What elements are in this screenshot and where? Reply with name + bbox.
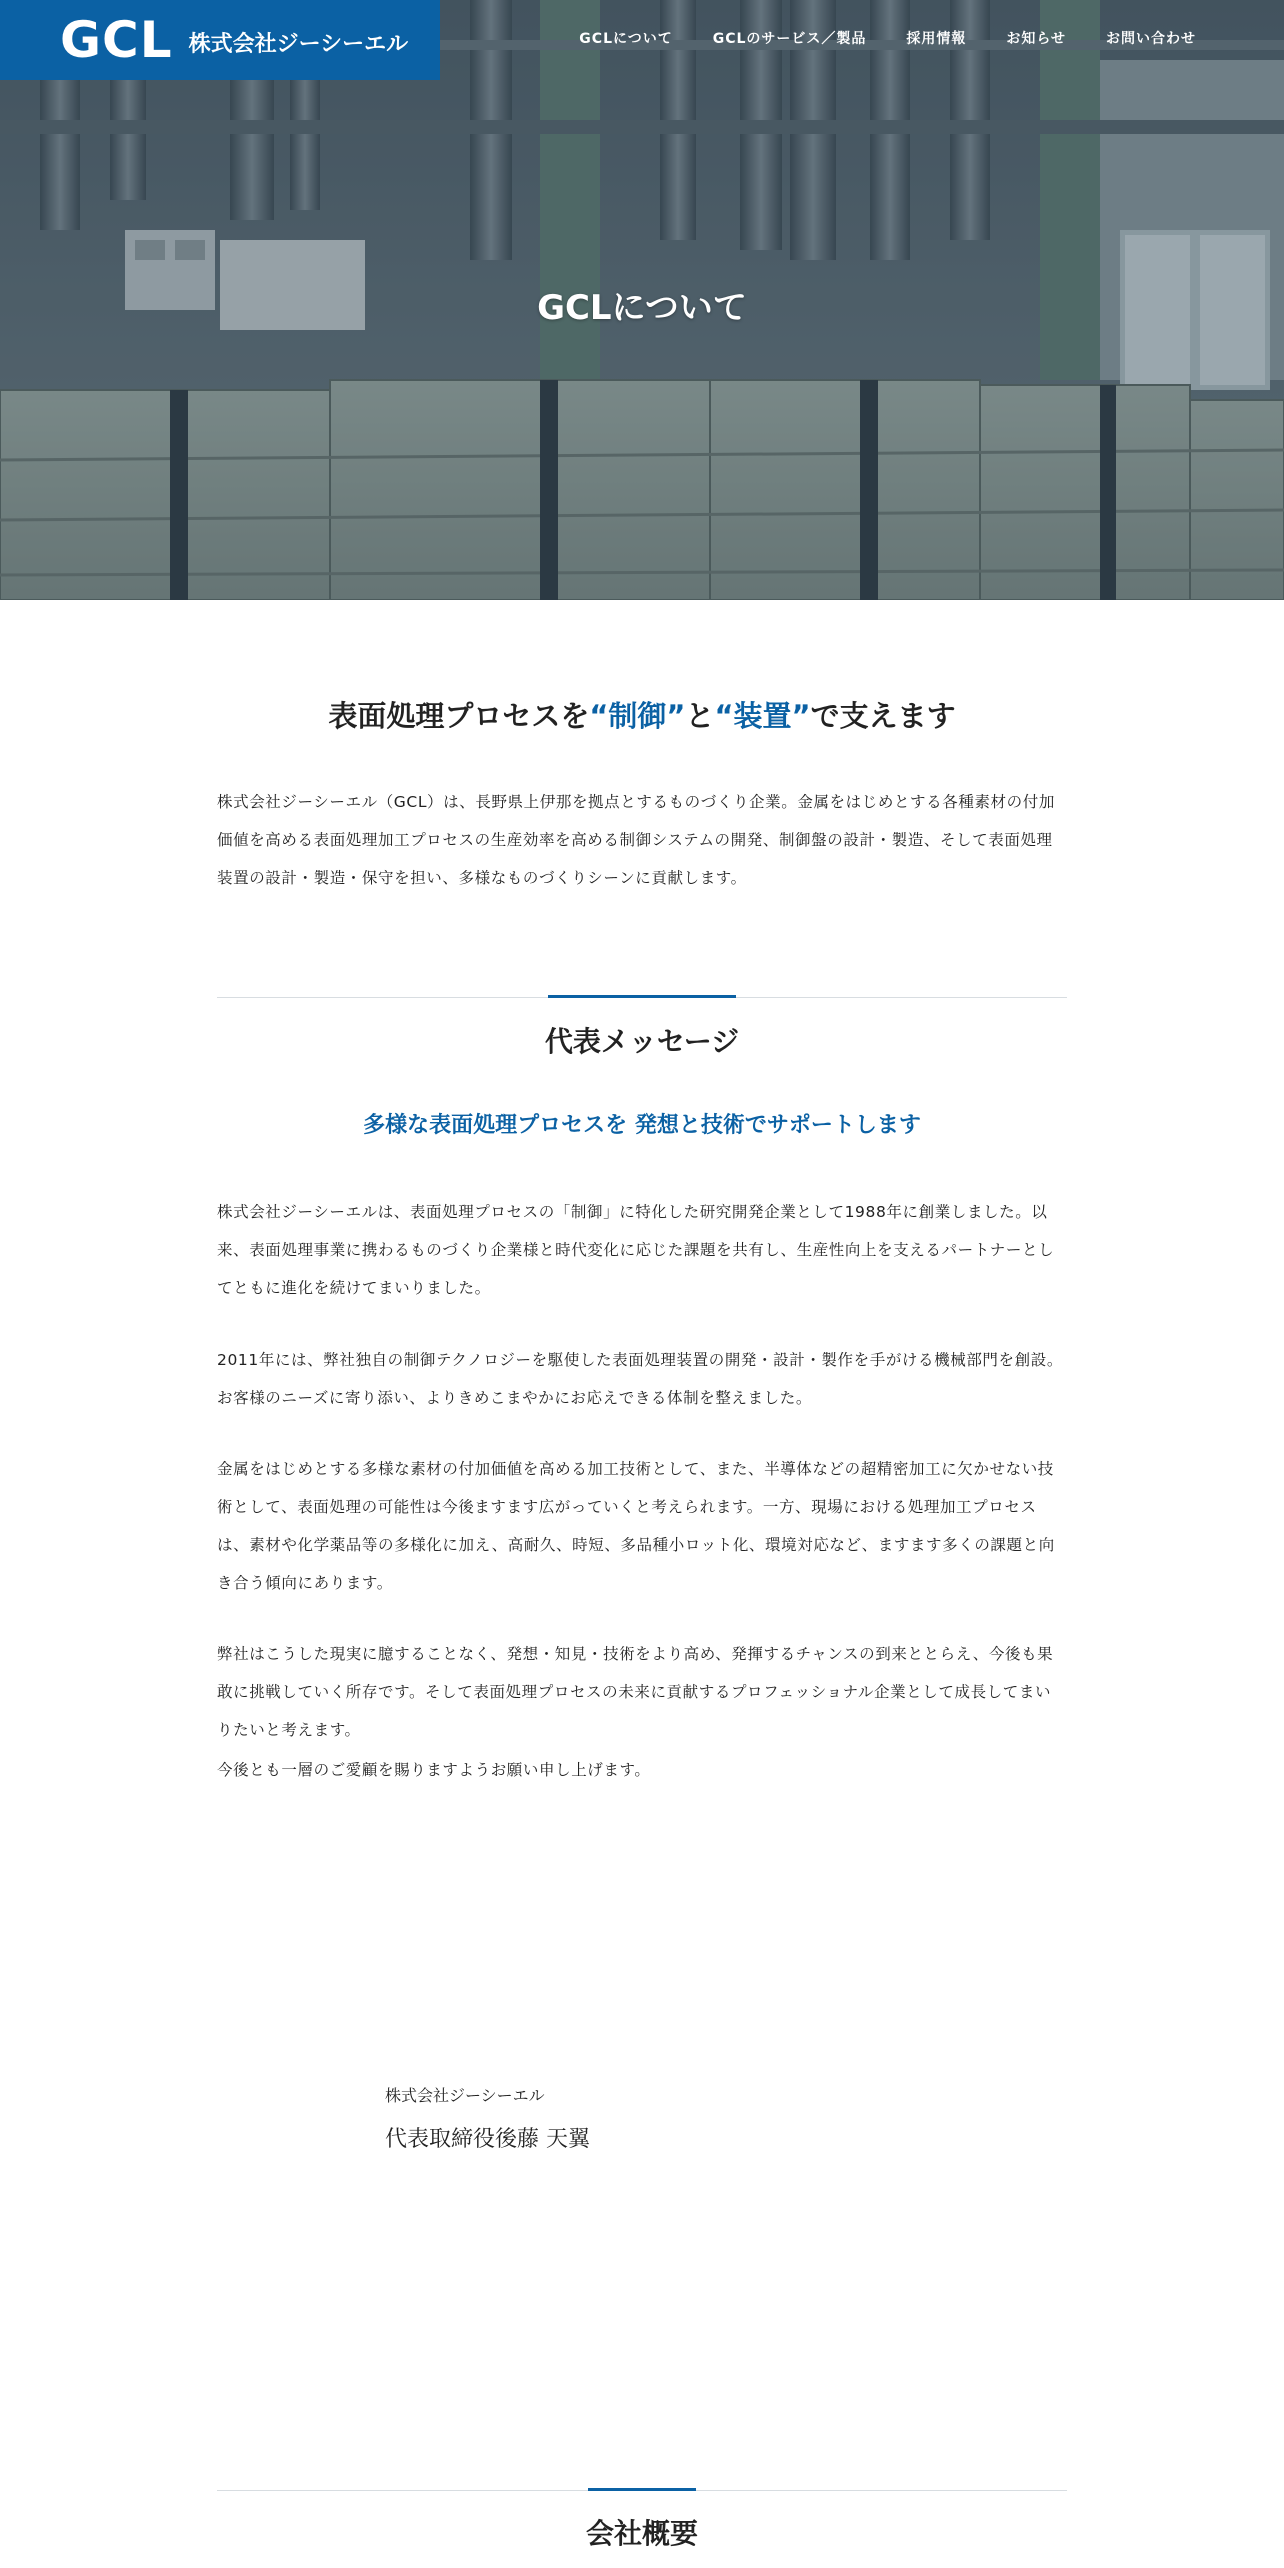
nav-recruit[interactable]: 採用情報 — [906, 31, 967, 47]
nav-news[interactable]: お知らせ — [1006, 31, 1066, 47]
message-section-title: 代表メッセージ — [544, 1025, 740, 1058]
signature-company: 株式会社ジーシーエル — [385, 2086, 545, 2105]
section-accent-bar — [588, 2488, 696, 2491]
message-paragraph: 弊社はこうした現実に臆することなく、発想・知見・技術をより高め、発揮するチャンスの到来ととらえ、今後も果敢に挑戦していく所存です。そして表面処理プロセスの未来に貢献するプロフェッショナル企業として成長してまいりたいと考えます。 — [217, 1645, 1054, 1739]
nav-contact[interactable]: お問い合わせ — [1106, 31, 1196, 47]
message-paragraph: 2011年には、弊社独自の制御テクノロジーを駆使した表面処理装置の開発・設計・製作を手がける機械部門を創設。お客様のニーズに寄り添い、よりきめこまやかにお応えできる体制を整えました。 — [217, 1351, 1063, 1407]
nav-about[interactable]: GCLについて — [579, 31, 673, 47]
message-paragraph: 株式会社ジーシーエルは、表面処理プロセスの「制御」に特化した研究開発企業として1988年に創業しました。以来、表面処理事業に携わるものづくり企業様と時代変化に応じた課題を共有し、生産性向上を支えるパートナーとしてともに進化を続けてまいりました。 — [217, 1203, 1055, 1297]
message-subtitle: 多様な表面処理プロセスを 発想と技術でサポートします — [363, 1113, 921, 1138]
headline-mid: と — [685, 699, 715, 733]
intro-headline — [0, 694, 1284, 735]
logo-mark: GCL — [60, 11, 173, 69]
hero-banner — [0, 0, 1284, 600]
hero-title: GCLについて — [537, 288, 747, 328]
intro-text: 株式会社ジーシーエル（GCL）は、長野県上伊那を拠点とするものづくり企業。金属をはじめとする各種素材の付加価値を高める表面処理加工プロセスの生産効率を高める制御システムの開発、制御盤の設計・製造、そして表面処理装置の設計・製造・保守を担い、多様なものづくりシーンに貢献します。 — [217, 793, 1055, 887]
headline-prefix: 表面処理プロセスを — [328, 699, 590, 733]
headline-suffix: で支えます — [810, 699, 956, 733]
section-accent-bar — [548, 995, 736, 998]
logo[interactable] — [0, 0, 440, 80]
message-paragraph: 金属をはじめとする多様な素材の付加価値を高める加工技術として、また、半導体などの超精密加工に欠かせない技術として、表面処理の可能性は今後ますます広がっていくと考えられます。一方、現場における処理加工プロセスは、素材や化学薬品等の多様化に加え、高耐久、時短、多品種小ロット化、環境対応など、ますます多くの課題と向き合う傾向にあります。 — [217, 1460, 1055, 1592]
overview-section-title: 会社概要 — [585, 2517, 698, 2550]
message-paragraph: 今後とも一層のご愛顧を賜りますようお願い申し上げます。 — [217, 1761, 651, 1779]
headline-accent-control: “制御” — [589, 699, 686, 733]
company-name: 株式会社ジーシーエル — [188, 31, 409, 57]
headline-accent-device: “装置” — [714, 699, 811, 733]
signature-name: 代表取締役後藤 天翼 — [385, 2127, 590, 2152]
nav-services[interactable]: GCLのサービス／製品 — [712, 31, 867, 47]
global-nav — [579, 28, 1196, 48]
